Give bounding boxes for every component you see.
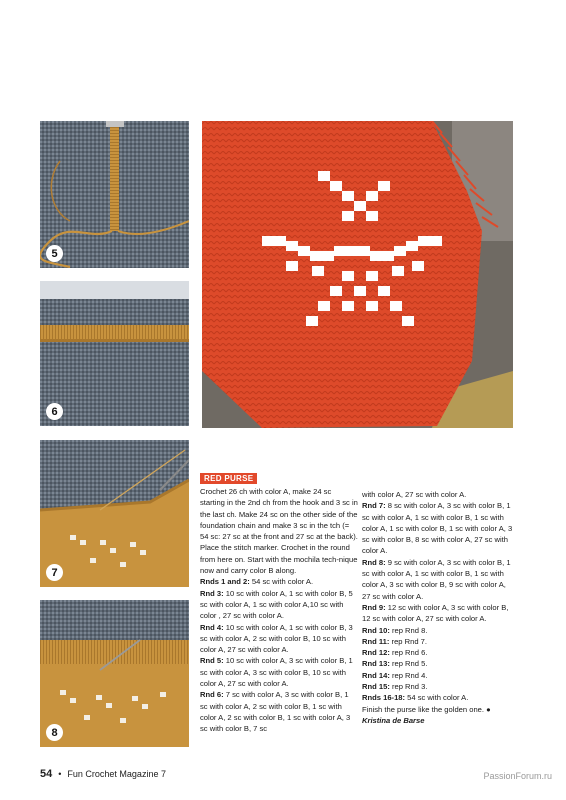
page-number: 54: [40, 768, 53, 780]
finish-instructions: Finish the purse like the golden one. ●: [362, 704, 491, 714]
row-text: rep Rnd 6.: [389, 648, 428, 658]
row-label: Rnd 11:: [362, 636, 390, 646]
pattern-row: [362, 692, 514, 703]
pattern-row: [362, 670, 514, 681]
row-label: Rnd 6:: [200, 690, 224, 700]
step-8-photo: [40, 600, 189, 747]
pattern-column-2: [362, 489, 514, 726]
pattern-row: [362, 557, 514, 602]
row-text: rep Rnd 3.: [389, 682, 428, 692]
pattern-row: [200, 588, 358, 622]
row-text: rep Rnd 7.: [389, 636, 428, 646]
pattern-row: [200, 622, 358, 656]
row-label: Rnd 3:: [200, 588, 224, 598]
row-label: Rnd 12:: [362, 648, 390, 658]
pattern-row: [200, 689, 358, 734]
pattern-intro: Crochet 26 ch with color A, make 24 sc starting in the 2nd ch from the hook and 3 sc in the last ch. Make 24 sc on the other side of the foundation chain and make 3 sc in the tch (= 54 sc: 27 sc at the front and 27 sc at the back). Place the stitch marker. Crochet in the round from here on. Start with the mochila tech-nique now and carry color B along.: [200, 487, 358, 576]
row-label: Rnds 16-18:: [362, 693, 406, 703]
row-label: Rnd 10:: [362, 625, 390, 635]
row-text: 8 sc with color A, 3 sc with color B, 1 sc with color A, 1 sc with color B, 1 sc with color A, 1 sc with color B, 1 sc with color A, 3 sc with color B, 8 sc with color A, 27 sc with color A.: [362, 501, 513, 556]
pattern-row: [362, 602, 514, 625]
row-text: 10 sc with color A, 1 sc with color B, 3 sc with color A, 2 sc with color B, 10 sc with color A, 27 sc with color A.: [200, 622, 353, 655]
step-6-number: 6: [46, 403, 63, 420]
watermark: PassionForum.ru: [483, 771, 552, 781]
pattern-heading: RED PURSE: [200, 473, 257, 484]
row-label: Rnd 15:: [362, 682, 390, 692]
row-label: Rnd 5:: [200, 656, 224, 666]
pattern-row: [362, 636, 514, 647]
pattern-row: [362, 647, 514, 658]
red-purse-photo: [202, 121, 513, 428]
page-footer: [40, 768, 166, 780]
step-8-number: 8: [46, 724, 63, 741]
pattern-row: [200, 576, 358, 587]
footer-bullet: •: [58, 769, 62, 779]
author-name: Kristina de Barse: [362, 715, 425, 725]
row-label: Rnd 4:: [200, 622, 224, 632]
pattern-row: [362, 681, 514, 692]
pattern-row: [362, 658, 514, 669]
step-7-photo: [40, 440, 189, 587]
row-text: rep Rnd 8.: [389, 625, 428, 635]
row-text: rep Rnd 4.: [389, 670, 428, 680]
row-text: rep Rnd 5.: [389, 659, 428, 669]
pattern-column-1: [200, 473, 358, 735]
column-lead: with color A, 27 sc with color A.: [362, 490, 467, 499]
step-5-photo: [40, 121, 189, 268]
pattern-row: [362, 500, 514, 556]
row-text: 54 sc with color A.: [405, 693, 469, 703]
step-5-number: 5: [46, 245, 63, 262]
step-6-photo: [40, 281, 189, 426]
pattern-row: [362, 625, 514, 636]
pattern-row: [200, 655, 358, 689]
row-label: Rnd 9:: [362, 602, 386, 612]
row-text: 54 sc with color A.: [249, 577, 314, 587]
row-text: 9 sc with color A, 3 sc with color B, 1 sc with color A, 1 sc with color B, 1 sc with color A, 3 sc with color B, 9 sc with color A, 27 sc with color A.: [362, 557, 511, 601]
row-label: Rnd 8:: [362, 557, 386, 567]
row-text: 12 sc with color A, 3 sc with color B, 12 sc with color A, 27 sc with color A.: [362, 602, 509, 624]
row-label: Rnd 13:: [362, 659, 390, 669]
step-7-number: 7: [46, 564, 63, 581]
row-text: 10 sc with color A, 3 sc with color B, 1 sc with color A, 3 sc with color B, 10 sc with color A, 27 sc with color A.: [200, 656, 353, 689]
row-label: Rnd 14:: [362, 670, 390, 680]
row-label: Rnds 1 and 2:: [200, 577, 250, 587]
row-text: 10 sc with color A, 1 sc with color B, 5 sc with color A, 1 sc with color A,10 sc with color , 27 sc with color A.: [200, 588, 353, 621]
magazine-title: Fun Crochet Magazine 7: [67, 769, 166, 779]
row-label: Rnd 7:: [362, 501, 386, 511]
row-text: 7 sc with color A, 3 sc with color B, 1 sc with color A, 2 sc with color B, 1 sc with color A, 2 sc with color B, 1 sc with color A, 3 sc with color B, 7 sc: [200, 690, 351, 734]
